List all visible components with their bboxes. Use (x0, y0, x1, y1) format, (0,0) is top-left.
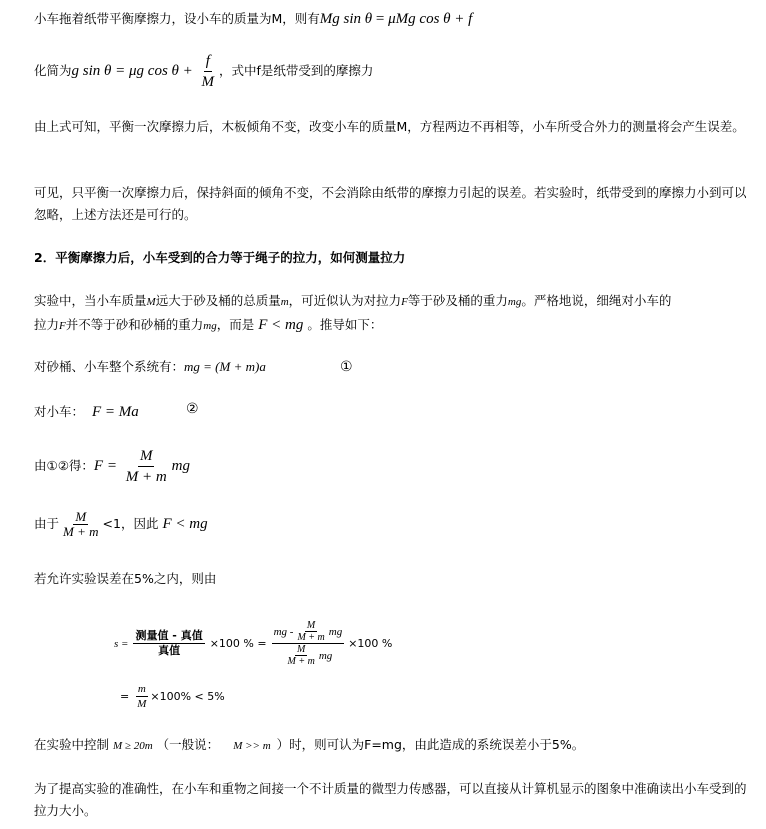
eq6-denominator: M (137, 698, 147, 710)
paragraph-6-text: 为了提高实验的准确性，在小车和重物之间接一个不计质量的微型力传感器，可以直接从计算机显示的图象中准确读出小车受到的拉力大小。 (34, 781, 747, 818)
section-heading: 2．平衡摩擦力后，小车受到的合力等于绳子的拉力，如何测量拉力 (34, 250, 406, 265)
eq5-inner1-num: M (306, 620, 316, 631)
equation-3 (34, 447, 190, 486)
eq5-fraction-1 (133, 629, 204, 658)
line-2-fraction (200, 52, 217, 91)
eq5-frac2-num-a: mg - (273, 625, 294, 638)
p5-condition-2: M >> m (233, 740, 271, 752)
line-1-eq-right: μMg cos θ + f (388, 11, 473, 27)
line-1-eq-left: Mg sin θ (319, 11, 373, 27)
eq5-percent-1: ×100 % = (209, 636, 267, 650)
eq3-denominator: M + m (125, 469, 167, 485)
p5-text-a: 在实验中控制 (34, 737, 110, 752)
paragraph-3-line-2 (34, 316, 382, 335)
eq6-tail: ×100% < 5% (150, 689, 225, 703)
line-1-eq-sign: = (372, 11, 389, 27)
equation-5 (114, 620, 392, 667)
p3-var-m: m (280, 296, 289, 308)
eq4-mid: <1，因此 (102, 516, 159, 531)
eq5-frac2-num-b: mg (328, 625, 343, 638)
line-1-text: 小车拖着纸带平衡摩擦力，设小车的质量为M，则有 (34, 11, 320, 26)
p3-text-h: ，而是 (216, 317, 255, 332)
eq6-fraction (135, 682, 148, 711)
p3-text-g: 并不等于砂和砂桶的重力 (65, 317, 204, 332)
line-2 (34, 52, 373, 91)
p3-text-i: 。推导如下： (307, 317, 383, 332)
p3-inequality: F < mg (258, 317, 304, 333)
p3-var-mg: mg (507, 296, 522, 308)
eq5-percent-2: ×100 % (348, 636, 393, 650)
eq1-mark: ① (340, 359, 353, 375)
p3-text-c: ，可近似认为对拉力 (288, 293, 402, 308)
eq1-label: 对砂桶、小车整个系统有： (34, 359, 185, 374)
eq6-equals: = (120, 689, 130, 703)
paragraph-1-text: 由上式可知，平衡一次摩擦力后，木板倾角不变，改变小车的质量M，方程两边不再相等，小车所受合外力的测量将会产生误差。 (34, 119, 745, 134)
p3-text-f: 拉力 (34, 317, 60, 332)
eq2-mark: ② (186, 401, 199, 417)
paragraph-3-line-1 (34, 292, 671, 311)
eq6-numerator: m (137, 683, 146, 695)
paragraph-4: 若允许实验误差在5%之内，则由 (34, 571, 217, 586)
paragraph-5 (34, 736, 584, 755)
p5-text-c: ）时，则可认为F=mg，由此造成的系统误差小于5%。 (276, 737, 585, 752)
line-1 (34, 10, 472, 28)
paragraph-1 (34, 116, 752, 138)
p5-text-b: （一般说： (156, 737, 220, 752)
paragraph-2 (34, 182, 752, 226)
eq5-inner1-den: M + m (297, 632, 325, 643)
eq3-numerator: M (138, 447, 155, 467)
eq5-s: s = (114, 637, 129, 650)
fraction-numerator: f (204, 52, 212, 72)
p3-text-d: 等于砂及桶的重力 (407, 293, 508, 308)
p3-var-M: M (146, 296, 156, 308)
eq3-fraction (124, 447, 169, 486)
eq4-label: 由于 (34, 516, 60, 531)
p3-text-e: 。严格地说，细绳对小车的 (521, 293, 672, 308)
paragraph-6 (34, 778, 752, 822)
eq3-rhs: mg (171, 458, 191, 474)
eq5-frac2-denominator (282, 644, 335, 667)
eq5-frac1-numerator: 测量值 - 真值 (135, 629, 203, 642)
eq4-denominator: M + m (63, 524, 99, 539)
p3-var-F: F (401, 296, 408, 308)
p3-var-mg2: mg (203, 320, 217, 332)
equation-6 (120, 682, 225, 711)
eq4-fraction (61, 510, 101, 539)
line-2-suffix: ，式中f是纸带受到的摩擦力 (219, 63, 374, 78)
p3-var-F2: F (59, 320, 66, 332)
p5-condition: M ≥ 20m (113, 740, 153, 752)
eq4-inequality: F < mg (162, 516, 208, 532)
equation-1 (34, 358, 266, 376)
eq5-frac2-den-b: mg (318, 649, 333, 662)
eq4-numerator: M (75, 509, 87, 524)
equation-2 (34, 403, 139, 421)
eq5-inner-fraction-2 (286, 644, 317, 667)
eq1-formula: mg = (M + m)a (184, 359, 266, 374)
equation-4 (34, 510, 208, 539)
eq2-formula: F = Ma (92, 404, 139, 420)
eq5-inner2-num: M (296, 644, 306, 655)
eq5-frac2-numerator (272, 620, 345, 644)
eq5-frac1-denominator: 真值 (158, 644, 181, 657)
eq3-label: 由①②得： (34, 458, 94, 473)
eq3-lhs: F = (93, 458, 121, 474)
paragraph-2-text: 可见，只平衡一次摩擦力后，保持斜面的倾角不变，不会消除由纸带的摩擦力引起的误差。若实验时，纸带受到的摩擦力小到可以忽略，上述方法还是可行的。 (34, 185, 747, 222)
eq5-inner2-den: M + m (287, 656, 315, 667)
p3-text-a: 实验中，当小车质量 (34, 293, 147, 308)
eq2-label: 对小车： (34, 404, 85, 419)
line-2-eq: g sin θ = μg cos θ + (71, 63, 197, 79)
line-2-prefix: 化简为 (34, 63, 72, 78)
eq5-inner-fraction-1 (295, 620, 326, 643)
eq5-fraction-2 (272, 620, 345, 667)
p3-text-b: 远大于砂及桶的总质量 (155, 293, 281, 308)
fraction-denominator: M (201, 74, 215, 90)
